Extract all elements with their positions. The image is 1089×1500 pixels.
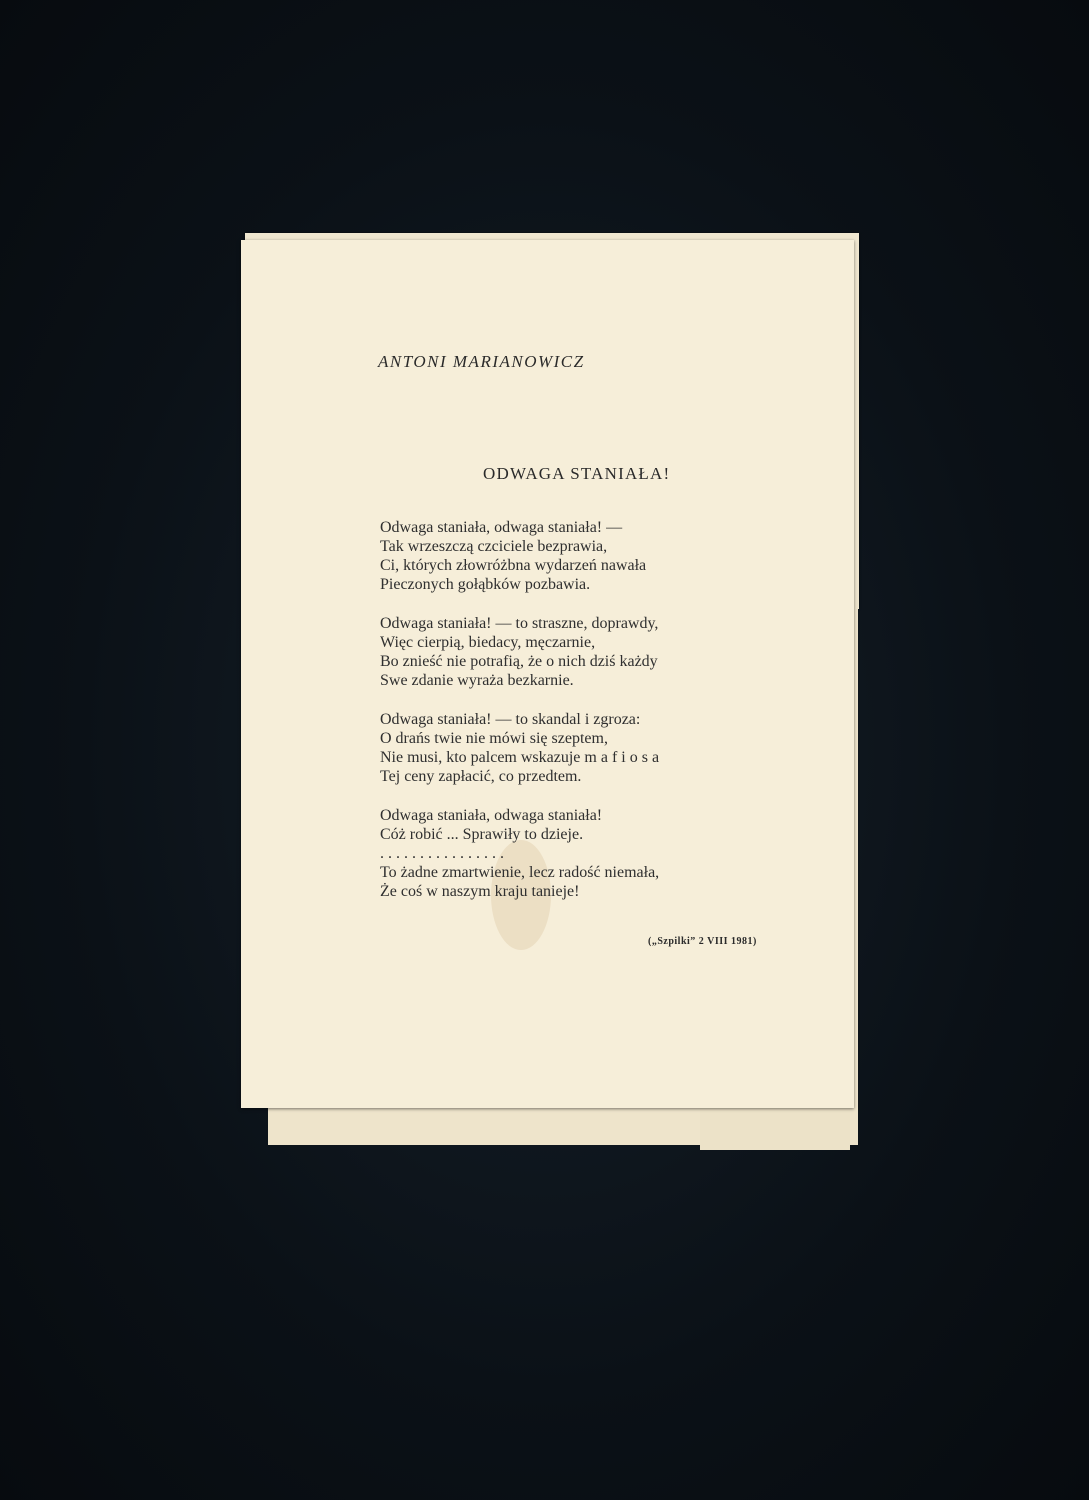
author-name: ANTONI MARIANOWICZ bbox=[378, 352, 585, 371]
poem-line: Odwaga staniała! — to skandal i zgroza: bbox=[380, 711, 641, 728]
stanza-1 bbox=[380, 518, 800, 594]
poem-line: Cóż robić ... Sprawiły to dzieje. bbox=[380, 826, 584, 843]
poem-line: Tej ceny zapłacić, co przedtem. bbox=[380, 768, 582, 785]
poem-line: Odwaga staniała, odwaga staniała! — bbox=[380, 519, 623, 536]
source-citation: („Szpilki” 2 VIII 1981) bbox=[648, 936, 757, 947]
stanza-2 bbox=[380, 614, 800, 690]
poem-body bbox=[380, 518, 800, 921]
poem-line: Nie musi, kto palcem wskazuje m a f i o s a bbox=[380, 749, 660, 766]
poem-line: Pieczonych gołąbków pozbawia. bbox=[380, 576, 591, 593]
poem-line: Odwaga staniała, odwaga staniała! bbox=[380, 807, 603, 824]
poem-line: Tak wrzeszczą czciciele bezprawia, bbox=[380, 538, 608, 555]
poem-line: Że coś w naszym kraju tanieje! bbox=[380, 883, 580, 900]
poem-line: Ci, których złowróżbna wydarzeń nawała bbox=[380, 557, 647, 574]
ellipsis-line: . . . . . . . . . . . . . . . . bbox=[380, 845, 504, 862]
poem-line: Bo znieść nie potrafią, że o nich dziś każdy bbox=[380, 653, 658, 670]
poem-line: O drańs twie nie mówi się szeptem, bbox=[380, 730, 608, 747]
stanza-3 bbox=[380, 710, 800, 786]
poem-title: ODWAGA STANIAŁA! bbox=[483, 464, 671, 483]
poem-line: To żadne zmartwienie, lecz radość niemała, bbox=[380, 864, 660, 881]
poem-line: Odwaga staniała! — to straszne, doprawdy, bbox=[380, 615, 659, 632]
poem-line: Swe zdanie wyraża bezkarnie. bbox=[380, 672, 574, 689]
poem-line: Więc cierpią, biedacy, męczarnie, bbox=[380, 634, 596, 651]
stanza-4 bbox=[380, 806, 800, 901]
